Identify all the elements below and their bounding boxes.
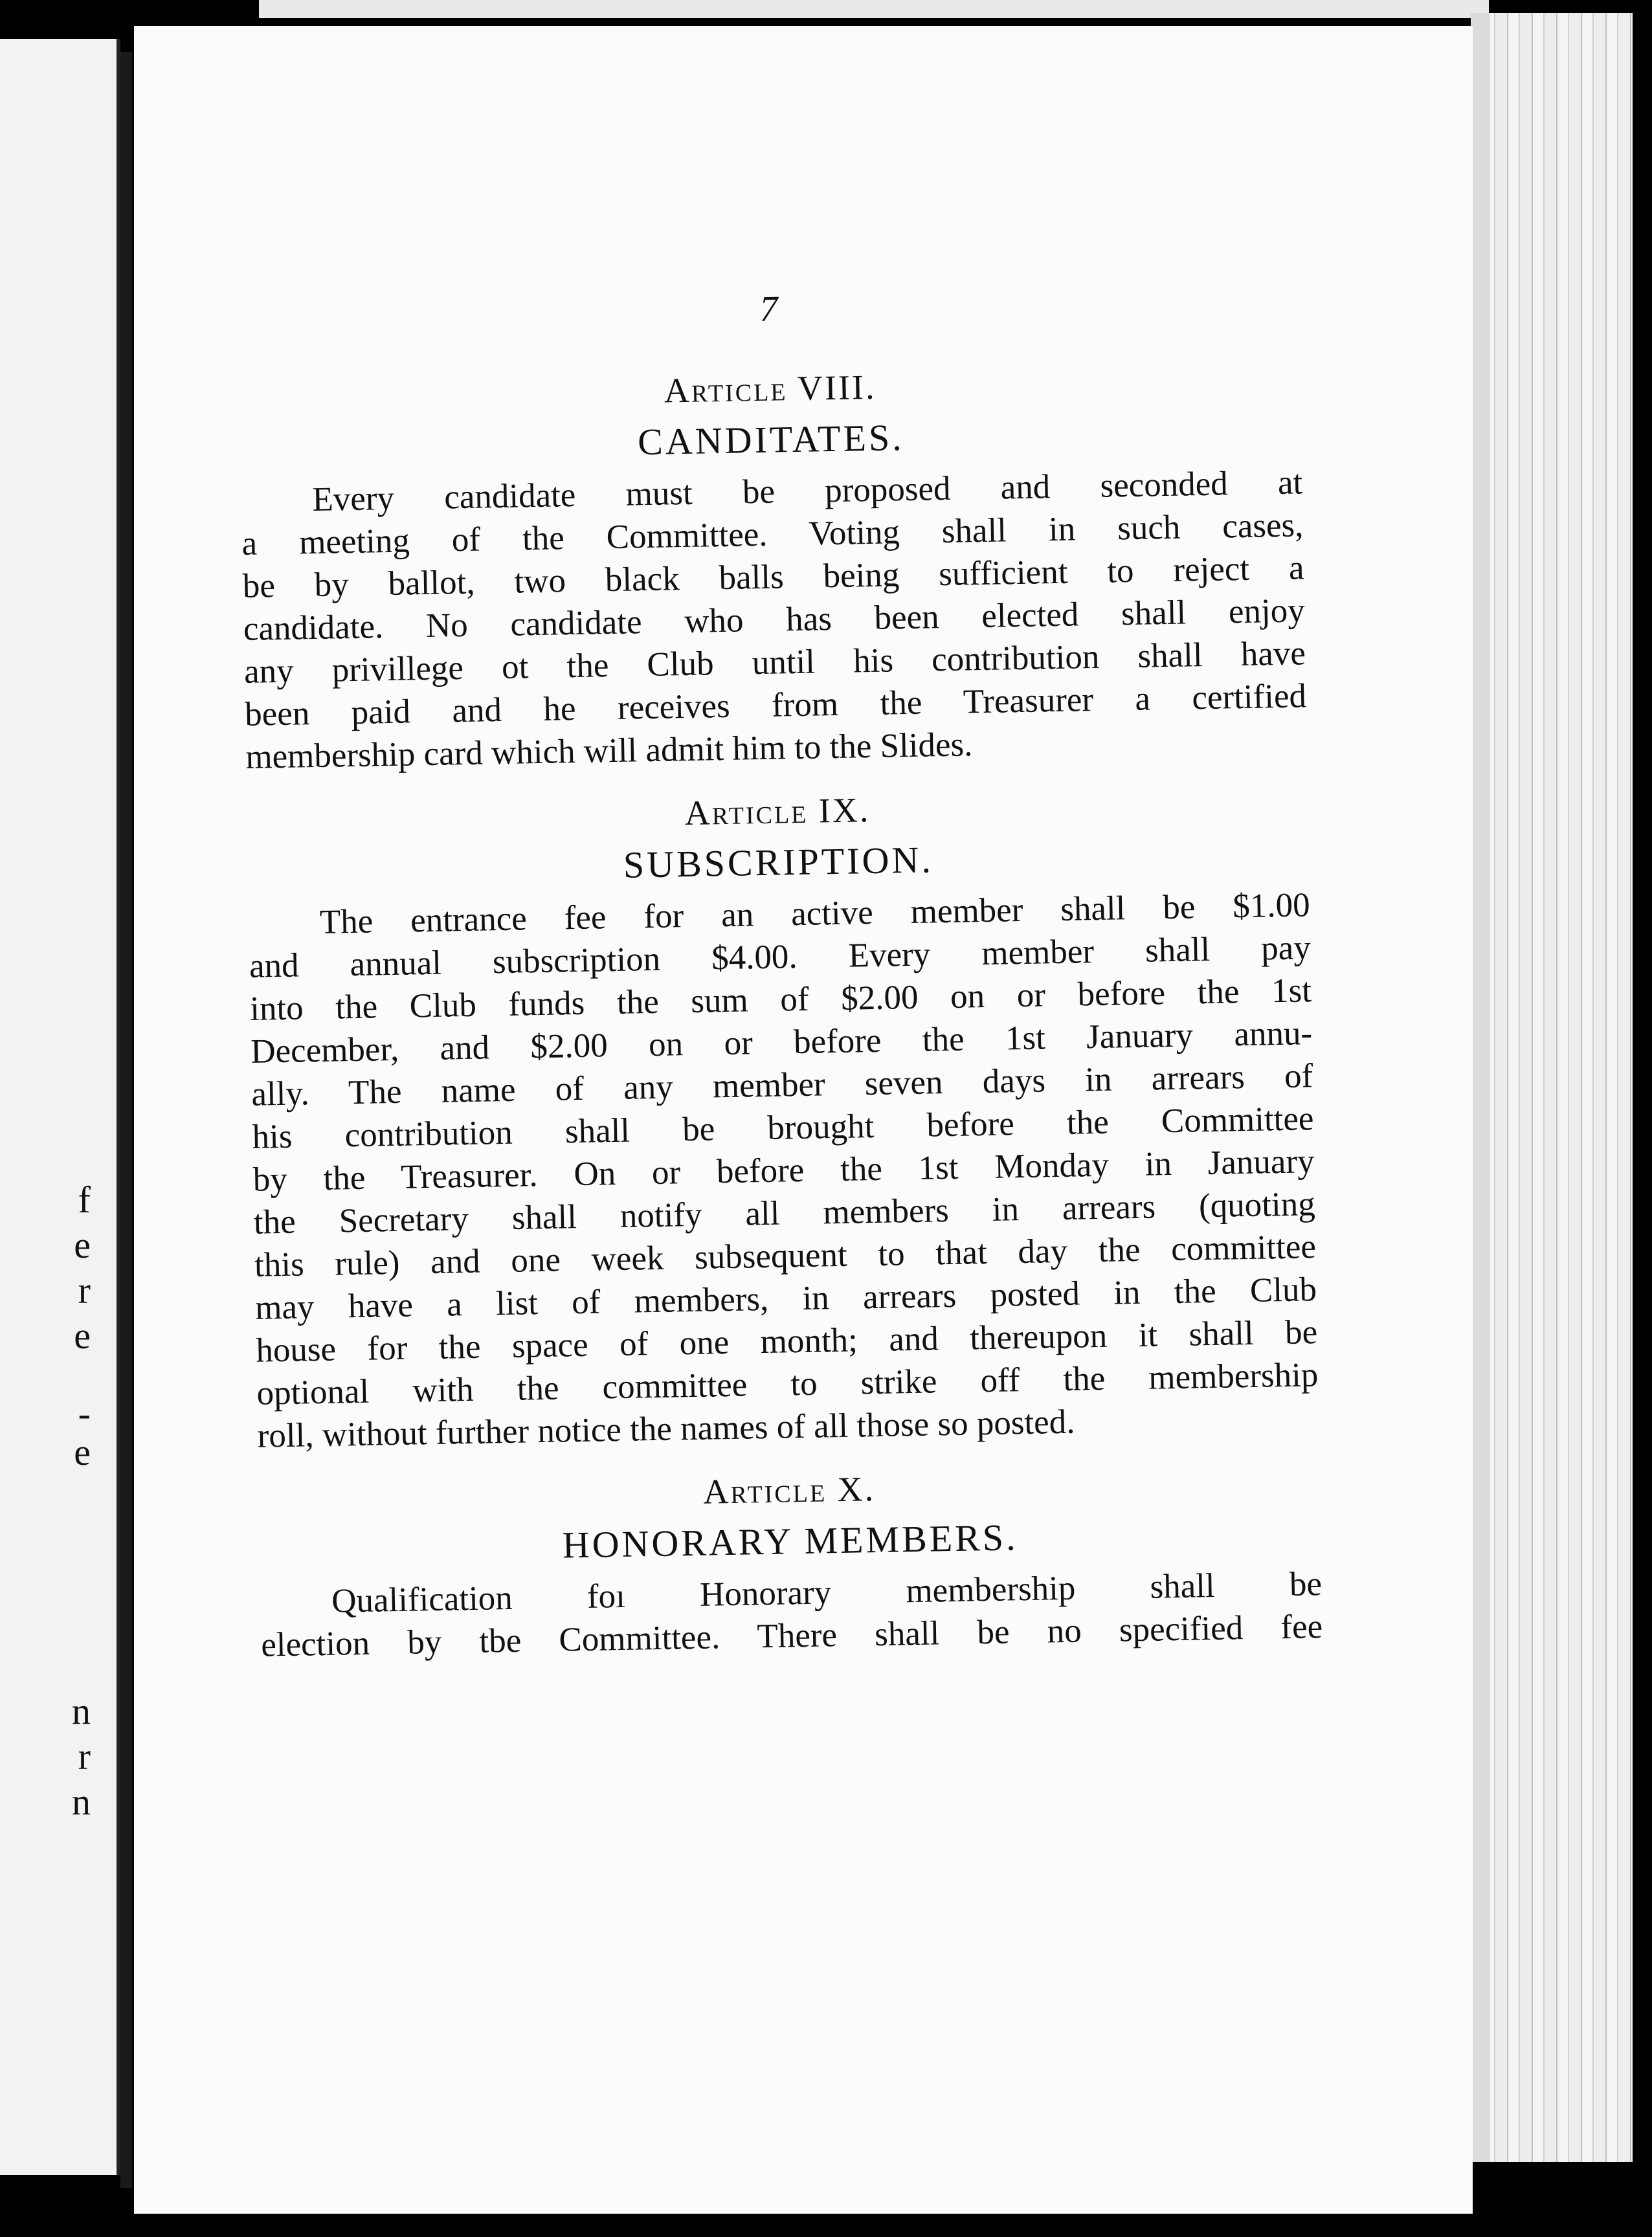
page-text — [238, 279, 1323, 1688]
article-heading: Article X. — [702, 1469, 876, 1511]
page-edge-shadow — [1471, 13, 1490, 2162]
article-heading: Article IX. — [684, 790, 871, 833]
left-page-char: e — [74, 1315, 91, 1357]
book-gutter — [120, 52, 132, 2188]
text-line: Qualification foı Honorary membership shall be — [331, 1565, 1323, 1620]
text-line: any privillege ot the Club until his contribution shall have — [243, 634, 1306, 691]
text-line: this rule) and one week subsequent to that day the committee — [254, 1228, 1317, 1284]
text-line: by the Treasurer. On or before the 1st Monday in January — [252, 1142, 1315, 1199]
text-line: the Secretary shall notify all members in arrears (quoting — [253, 1185, 1316, 1241]
left-page-char: f — [78, 1179, 91, 1221]
text-line: into the Club funds the sum of $2.00 on or before the 1st — [249, 972, 1312, 1028]
text-line: roll, without further notice the names of all those so posted. — [257, 1403, 1075, 1455]
left-page-char: - — [78, 1392, 91, 1434]
text-line: been paid and he receives from the Treasurer a certified — [244, 677, 1307, 733]
left-page-char: r — [78, 1735, 91, 1777]
text-line: a meeting of the Committee. Voting shall in such cases, — [241, 506, 1304, 562]
left-page-char: n — [72, 1781, 91, 1823]
left-page-char: n — [72, 1690, 91, 1732]
left-page-char: r — [78, 1269, 91, 1311]
text-line: house for the space of one month; and thereupon it shall be — [255, 1313, 1318, 1370]
text-line: optional with the committee to strike off the membership — [256, 1356, 1319, 1412]
left-page-fragment — [0, 39, 120, 2175]
text-line: Every candidate must be proposed and seconded at — [311, 463, 1303, 519]
article-body — [248, 884, 1319, 1457]
text-line: The entrance fee for an active member shall be $1.00 — [319, 886, 1311, 941]
left-page-char: e — [74, 1431, 91, 1473]
section-title: SUBSCRIPTION. — [623, 838, 934, 886]
article-heading: Article VIII. — [664, 367, 876, 410]
page-number: 7 — [759, 289, 778, 329]
text-line: membership card which will admit him to the Slides. — [245, 726, 973, 776]
text-line: election by tbe Committee. There shall be no specified fee — [260, 1608, 1323, 1664]
text-line: December, and $2.00 on or before the 1st January annu- — [250, 1014, 1313, 1071]
section-title: CANDITATES. — [637, 416, 905, 463]
text-line: may have a list of members, in arrears posted in the Club — [254, 1271, 1317, 1327]
article-body — [241, 461, 1308, 779]
page-stack-edges — [1471, 13, 1633, 2162]
article-body — [260, 1563, 1323, 1667]
text-line: and annual subscription $4.00. Every member shall pay — [249, 929, 1312, 985]
text-line: his contribution shall be brought before the Committee — [252, 1100, 1314, 1156]
text-line: candidate. No candidate who has been elected shall enjoy — [243, 592, 1306, 648]
text-line: be by ballot, two black balls being sufficient to reject a — [242, 549, 1305, 605]
right-page — [132, 26, 1473, 2214]
section-title: HONORARY MEMBERS. — [562, 1516, 1019, 1566]
book-top-edge — [259, 0, 1489, 18]
text-line: ally. The name of any member seven days in arrears of — [251, 1057, 1313, 1113]
left-page-char: e — [74, 1224, 91, 1266]
